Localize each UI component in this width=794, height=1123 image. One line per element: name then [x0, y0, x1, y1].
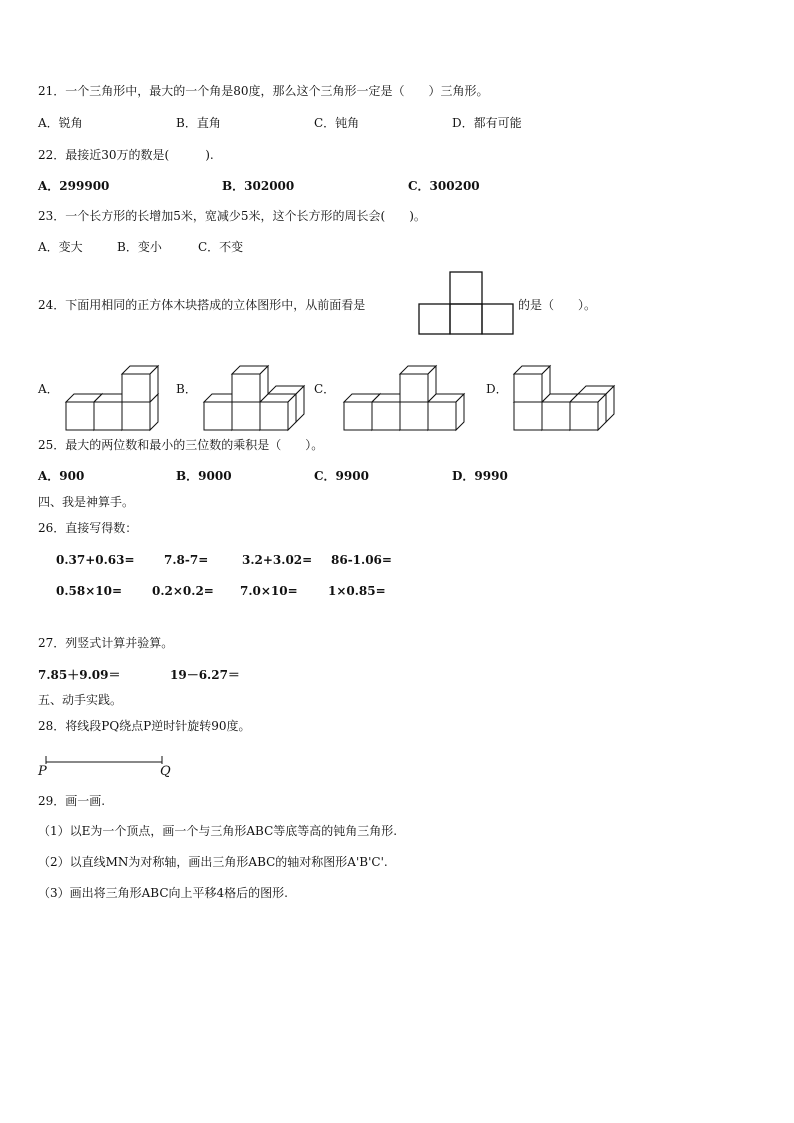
q21-option-a: A．锐角	[38, 116, 83, 130]
q22-stem: 22．最接近30万的数是( ).	[38, 148, 214, 162]
cube	[260, 394, 296, 430]
q21-option-d: D．都有可能	[452, 116, 522, 130]
q25-option-a: A．900	[38, 469, 85, 483]
q24-stem-before: 24．下面用相同的正方体木块搭成的立体图形中，从前面看是	[38, 298, 366, 312]
q27-item-1: 7.85＋9.09＝	[38, 668, 121, 682]
q26-stem: 26．直接写得数：	[38, 521, 138, 535]
cube	[232, 366, 268, 402]
q21-option-c: C．钝角	[314, 116, 360, 130]
q24-label-b: B．	[176, 382, 197, 396]
cube-figure-c	[342, 348, 472, 428]
cube-figure-d	[512, 348, 622, 428]
q26-item-7: 7.0×10=	[240, 584, 298, 598]
cube	[400, 366, 436, 402]
q26-item-4: 86-1.06=	[331, 553, 392, 567]
q29-part-3: （3）画出将三角形ABC向上平移4格后的图形.	[38, 886, 288, 900]
q24-label-a: A．	[38, 382, 59, 396]
cube	[428, 394, 464, 430]
q26-item-6: 0.2×0.2=	[152, 584, 214, 598]
q27-item-2: 19－6.27＝	[170, 668, 240, 682]
front-view-figure	[418, 271, 514, 335]
cube	[122, 366, 158, 402]
section-5-heading: 五、动手实践。	[38, 693, 123, 707]
q23-option-b: B．变小	[117, 240, 162, 254]
q26-item-1: 0.37+0.63=	[56, 553, 135, 567]
q26-item-3: 3.2+3.02=	[242, 553, 313, 567]
q26-item-8: 1×0.85=	[328, 584, 386, 598]
q24-stem-after: 的是（ ）。	[518, 298, 597, 312]
q24-label-c: C．	[314, 382, 336, 396]
q27-stem: 27．列竖式计算并验算。	[38, 636, 174, 650]
q29-part-1: （1）以E为一个顶点，画一个与三角形ABC等底等高的钝角三角形.	[38, 824, 398, 838]
point-q-label: Q	[160, 764, 171, 779]
q23-stem: 23．一个长方形的长增加5米，宽减少5米，这个长方形的周长会( )。	[38, 209, 426, 223]
q28-stem: 28．将线段PQ绕点P逆时针旋转90度。	[38, 719, 251, 733]
q21-option-b: B．直角	[176, 116, 221, 130]
section-4-heading: 四、我是神算手。	[38, 495, 135, 509]
q26-item-2: 7.8-7=	[164, 553, 209, 567]
cube	[514, 366, 550, 402]
cube-figure-a	[64, 348, 174, 428]
q23-option-a: A．变大	[38, 240, 83, 254]
q24-label-d: D．	[486, 382, 508, 396]
cube-figure-b	[202, 348, 312, 428]
q25-option-c: C．9900	[314, 469, 369, 483]
q26-item-5: 0.58×10=	[56, 584, 123, 598]
q25-option-b: B．9000	[176, 469, 232, 483]
cube	[570, 394, 606, 430]
q29-part-2: （2）以直线MN为对称轴，画出三角形ABC的轴对称图形A'B'C'.	[38, 855, 388, 869]
q25-stem: 25．最大的两位数和最小的三位数的乘积是（ ）。	[38, 438, 324, 452]
q22-option-a: A．299900	[38, 179, 110, 193]
q23-option-c: C．不变	[198, 240, 244, 254]
q22-option-b: B．302000	[222, 179, 295, 193]
segment-pq	[44, 754, 166, 768]
q22-option-c: C．300200	[408, 179, 480, 193]
point-p-label: P	[38, 764, 47, 779]
q25-option-d: D．9990	[452, 469, 508, 483]
q29-stem: 29．画一画.	[38, 794, 106, 808]
q21-stem: 21．一个三角形中，最大的一个角是80度，那么这个三角形一定是（ ）三角形。	[38, 84, 489, 98]
